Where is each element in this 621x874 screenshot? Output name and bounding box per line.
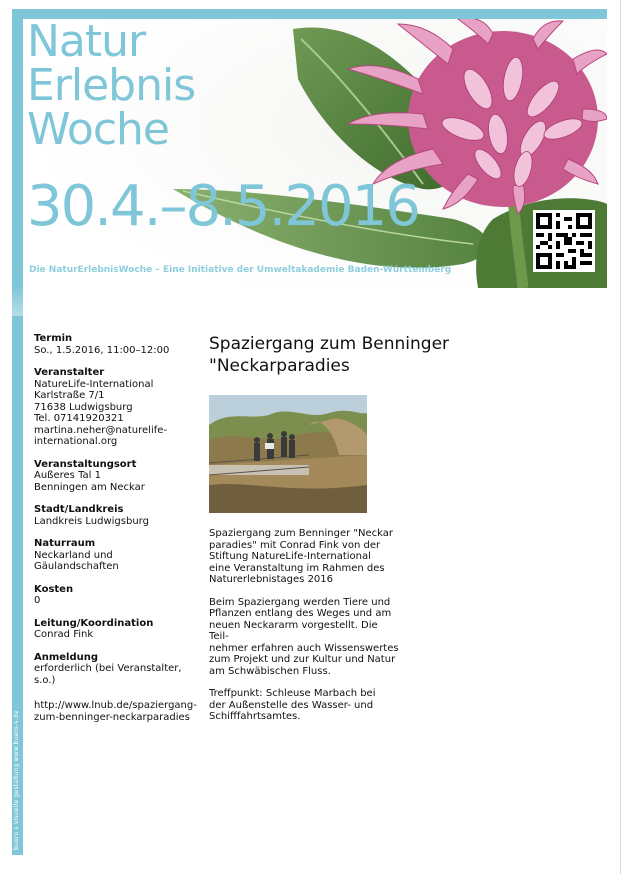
detail-veranstalter	[34, 367, 199, 448]
qr-code-icon	[536, 213, 592, 269]
detail-label: Veranstalter	[34, 367, 105, 378]
event-description	[209, 333, 450, 734]
detail-termin	[34, 333, 199, 356]
detail-value: Außeres Tal 1 Benningen am Neckar	[34, 470, 145, 493]
event-url-link[interactable]: http://www.lnub.de/spaziergang- zum-benninger-neckarparadies	[34, 700, 197, 723]
designer-credit: buero s visuelle gestaltung www.buero-s.de	[13, 710, 20, 850]
meeting-point: Treffpunkt: Schleuse Marbach bei der Außenstelle des Wasser- und Schifffahrtsamtes.	[209, 688, 376, 722]
walking-group-photo	[209, 395, 367, 513]
detail-ort	[34, 459, 199, 494]
detail-label: Naturraum	[34, 538, 96, 549]
title-line-3: Woche	[27, 104, 169, 155]
left-accent-fade	[12, 286, 23, 316]
header-banner	[23, 19, 607, 288]
description-paragraph: Spaziergang zum Benninger "Neckar paradies" mit Conrad Fink von der Stiftung NatureLife-International eine Veranstaltung im Rahmen des Naturerlebnistages 2016	[209, 528, 393, 585]
brand-title	[27, 21, 195, 153]
detail-label: Stadt/Landkreis	[34, 504, 124, 515]
top-accent-bar	[12, 9, 607, 19]
title-line-1: Natur	[27, 19, 146, 67]
title-line-2: Erlebnis	[27, 60, 196, 111]
detail-kosten	[34, 584, 199, 607]
detail-naturraum	[34, 538, 199, 573]
detail-value: 0	[34, 595, 41, 606]
event-photo	[209, 395, 367, 513]
detail-anmeldung	[34, 652, 199, 687]
detail-label: Leitung/Koordination	[34, 617, 154, 629]
initiative-tagline: Die NaturErlebnisWoche – Eine Initiative der Umweltakademie Baden-Württemberg	[29, 265, 452, 275]
detail-value: NatureLife-International Karlstraße 7/1 71638 Ludwigsburg Tel. 07141920321 martina.neher@naturelife- international.org	[34, 378, 168, 447]
event-dates: 30.4.–8.5.2016	[27, 174, 419, 239]
detail-label: Veranstaltungsort	[34, 458, 137, 470]
event-details	[34, 333, 199, 734]
detail-leitung	[34, 618, 199, 641]
event-title: Spaziergang zum Benninger "Neckarparadies	[209, 334, 450, 376]
detail-value: Conrad Fink	[34, 629, 94, 640]
qr-code[interactable]	[533, 210, 595, 272]
detail-label: Kosten	[34, 583, 74, 595]
detail-value: Neckarland und Gäulandschaften	[34, 549, 119, 572]
detail-label: Anmeldung	[34, 651, 99, 663]
detail-label: Termin	[34, 333, 73, 344]
detail-value: Landkreis Ludwigsburg	[34, 515, 149, 527]
description-paragraph: Beim Spaziergang werden Tiere und Pflanzen entlang des Weges und am neuen Neckararm vorgestellt. Die Teil- nehmer erfahren auch Wissenswertes zum Projekt und zur Kultur und Natur am Schwäbischen Fluss.	[209, 596, 399, 677]
detail-value: erforderlich (bei Veranstalter, s.o.)	[34, 663, 182, 686]
detail-landkreis	[34, 504, 199, 527]
detail-value: So., 1.5.2016, 11:00–12:00	[34, 344, 170, 356]
